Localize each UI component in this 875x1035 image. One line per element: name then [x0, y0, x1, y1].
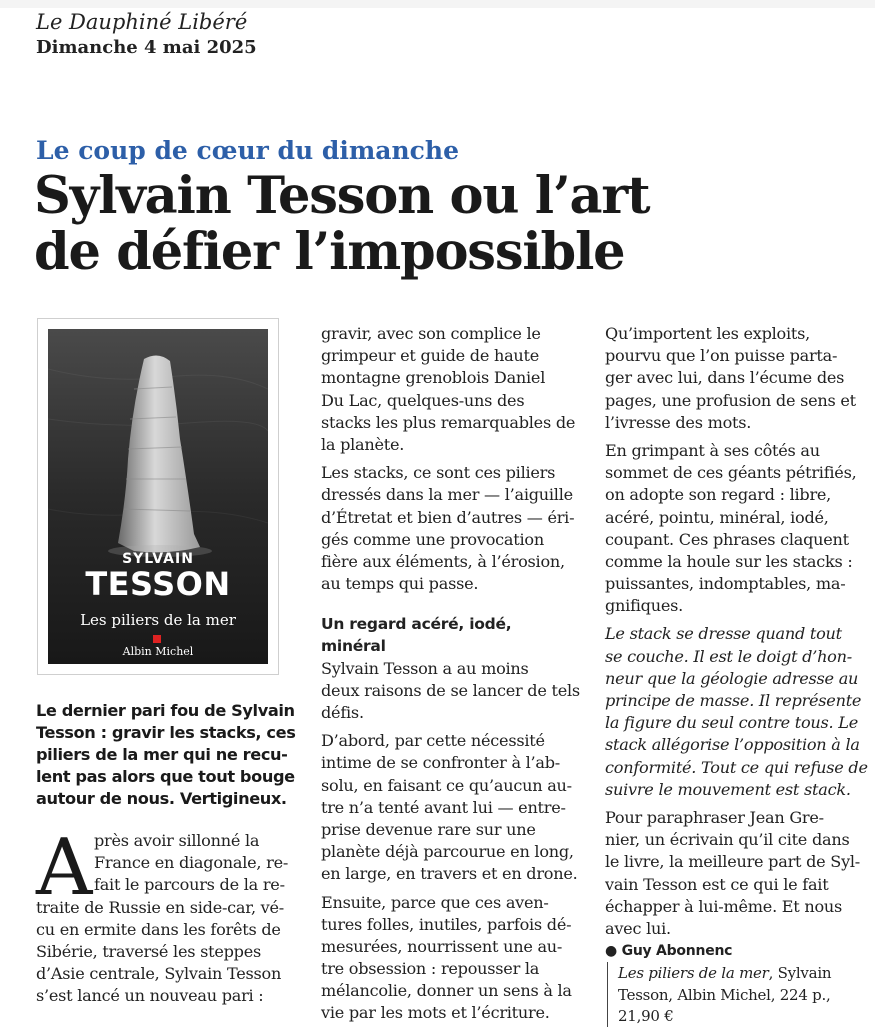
- body-line: fière aux éléments, à l’érosion,: [321, 551, 565, 571]
- cover-author-first-name: SYLVAIN: [122, 551, 194, 567]
- body-line: la planète.: [321, 434, 405, 454]
- reference-title: Les piliers de la mer: [618, 964, 769, 983]
- section-subhead: minéral: [321, 637, 386, 656]
- body-line: comme la houle sur les stacks :: [605, 551, 853, 571]
- body-line: pages, une profusion de sens et: [605, 390, 856, 410]
- body-line: France en diagonale, re-: [94, 853, 289, 873]
- article-headline: [34, 168, 649, 280]
- author-signature: ● Guy Abonnenc: [605, 943, 733, 960]
- body-line: stacks les plus remarquables de: [321, 412, 576, 432]
- body-line: s’est lancé un nouveau pari :: [36, 986, 264, 1006]
- reference-line: 21,90 €: [618, 1007, 674, 1026]
- body-line: intime de se confronter à l’ab-: [321, 753, 560, 773]
- body-line: mélancolie, donner un sens à la: [321, 981, 572, 1001]
- body-line: l’ivresse des mots.: [605, 412, 752, 432]
- publisher-logo-mark: [153, 635, 161, 643]
- quote-line: suivre le mouvement est stack.: [605, 779, 851, 799]
- body-line: deux raisons de se lancer de tels: [321, 680, 580, 700]
- quote-line: principe de masse. Il représente: [605, 691, 862, 710]
- body-line: en large, en travers et en drone.: [321, 864, 578, 884]
- section-subhead: Un regard acéré, iodé,: [321, 615, 512, 634]
- body-line: d’Asie centrale, Sylvain Tesson: [36, 964, 282, 984]
- body-line: d’Étretat et bien d’autres — éri-: [321, 507, 575, 527]
- body-line: Ensuite, parce que ces aven-: [321, 892, 549, 912]
- article-lede: [36, 700, 296, 810]
- top-rule: [0, 0, 875, 8]
- body-line: prise devenue rare sur une: [321, 819, 536, 839]
- body-line: Sibérie, traversé les steppes: [36, 941, 261, 961]
- body-line: tre n’a tenté avant lui — entre-: [321, 797, 566, 817]
- body-line: traite de Russie en side-car, vé-: [36, 897, 284, 917]
- body-line: montagne grenoblois Daniel: [321, 368, 546, 388]
- body-line: acéré, pointu, minéral, iodé,: [605, 507, 829, 527]
- quote-line: la figure du seul contre tous. Le: [605, 713, 858, 733]
- body-line: Du Lac, quelques-uns des: [321, 390, 525, 410]
- book-cover: [37, 318, 279, 675]
- body-line: Sylvain Tesson a au moins: [321, 658, 529, 678]
- body-line: ger avec lui, dans l’écume des: [605, 368, 845, 388]
- body-line: pourvu que l’on puisse parta-: [605, 346, 838, 366]
- quote-line: stack allégorise l’opposition à la: [605, 735, 860, 755]
- body-line: vain Tesson est ce qui le fait: [605, 874, 829, 894]
- body-line: En grimpant à ses côtés au: [605, 440, 820, 460]
- body-line: grimpeur et guide de haute: [321, 346, 540, 366]
- body-line: Qu’importent les exploits,: [605, 324, 810, 343]
- body-line: tures folles, inutiles, parfois dé-: [321, 914, 572, 934]
- masthead: [36, 8, 257, 60]
- body-line: Les stacks, ce sont ces piliers: [321, 463, 556, 483]
- body-line: sommet de ces géants pétrifiés,: [605, 463, 857, 483]
- issue-date: Dimanche 4 mai 2025: [36, 37, 257, 58]
- body-line: D’abord, par cette nécessité: [321, 731, 545, 751]
- body-column-2: [321, 323, 583, 1025]
- reference-line: [618, 962, 867, 984]
- drop-cap: A: [36, 823, 93, 913]
- body-line: fait le parcours de la re-: [94, 875, 285, 895]
- body-line: gés comme une provocation: [321, 529, 544, 549]
- body-line: Pour paraphraser Jean Gre-: [605, 807, 824, 827]
- cover-publisher: Albin Michel: [122, 645, 194, 658]
- body-line: près avoir sillonné la: [94, 831, 260, 850]
- lede-line: Tesson : gravir les stacks, ces: [36, 723, 296, 742]
- body-line: coupant. Ces phrases claquent: [605, 529, 849, 549]
- reference-rest: , Sylvain: [768, 964, 832, 983]
- body-column-3: [605, 323, 867, 1027]
- body-line: gravir, avec son complice le: [321, 324, 541, 343]
- headline-line: de défier l’impossible: [34, 222, 625, 282]
- body-line: tre obsession : repousser la: [321, 959, 540, 979]
- body-column-1: [36, 823, 296, 1008]
- article-kicker: Le coup de cœur du dimanche: [36, 136, 459, 165]
- lede-line: autour de nous. Vertigineux.: [36, 789, 287, 808]
- body-line: mesurées, nourrissent une au-: [321, 936, 563, 956]
- newspaper-name: Le Dauphiné Libéré: [36, 10, 248, 34]
- headline-line: Sylvain Tesson ou l’art: [34, 166, 650, 226]
- lede-line: lent pas alors que tout bouge: [36, 767, 295, 786]
- body-line: avec lui.: [605, 918, 671, 938]
- lede-line: piliers de la mer qui ne recu-: [36, 745, 288, 764]
- body-line: on adopte son regard : libre,: [605, 485, 832, 505]
- body-line: puissantes, indomptables, ma-: [605, 574, 846, 594]
- body-line: défis.: [321, 703, 364, 722]
- reference-line: Tesson, Albin Michel, 224 p.,: [618, 985, 831, 1004]
- cover-author-last-name: TESSON: [85, 565, 231, 603]
- body-line: nier, un écrivain qu’il cite dans: [605, 830, 850, 850]
- body-line: cu en ermite dans les forêts de: [36, 919, 281, 939]
- quote-line: se couche. Il est le doigt d’hon-: [605, 646, 852, 666]
- quote-line: Le stack se dresse quand tout: [605, 624, 842, 644]
- body-line: vie par les mots et l’écriture.: [321, 1003, 550, 1023]
- body-line: le livre, la meilleure part de Syl-: [605, 852, 860, 872]
- body-line: échapper à lui-même. Et nous: [605, 896, 843, 916]
- cover-image: [48, 329, 268, 664]
- body-line: planète déjà parcourue en long,: [321, 842, 574, 862]
- lede-line: Le dernier pari fou de Sylvain: [36, 701, 295, 720]
- cover-book-title: Les piliers de la mer: [80, 611, 236, 629]
- body-line: dressés dans la mer — l’aiguille: [321, 485, 573, 505]
- quote-line: conformité. Tout ce qui refuse de: [605, 757, 868, 777]
- body-line: au temps qui passe.: [321, 574, 479, 594]
- book-reference: [607, 962, 867, 1027]
- body-line: solu, en faisant ce qu’aucun au-: [321, 775, 572, 795]
- body-line: gnifiques.: [605, 596, 683, 616]
- quote-line: neur que la géologie adresse au: [605, 668, 859, 688]
